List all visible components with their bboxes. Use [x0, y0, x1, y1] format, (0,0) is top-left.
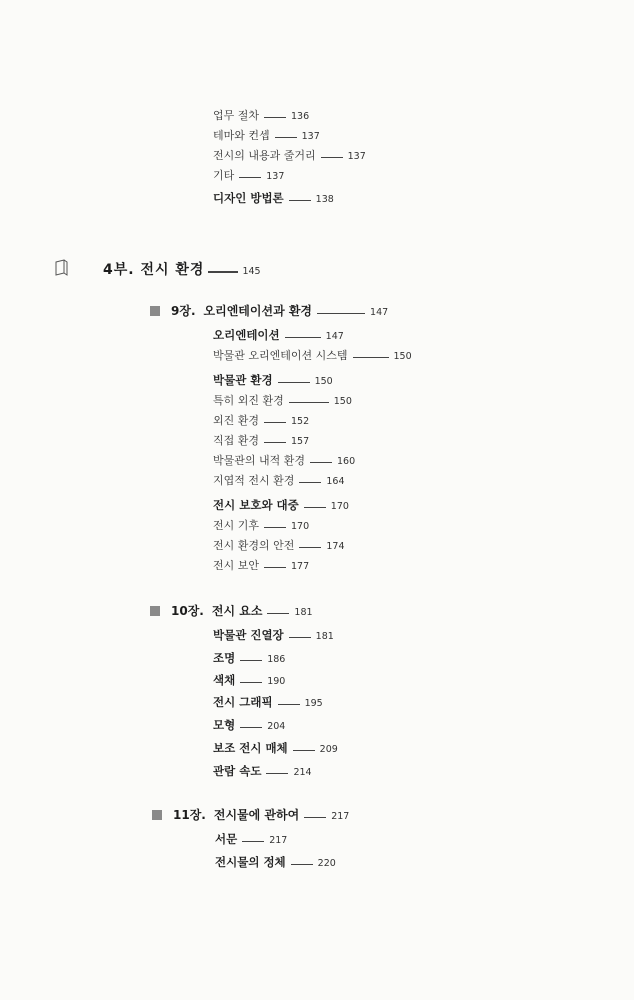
section-page: 186	[267, 654, 286, 665]
entry-text: 지엽적 전시 환경	[213, 474, 295, 487]
entry-text: 기타	[213, 169, 235, 182]
chapter-heading	[171, 302, 388, 319]
section-text: 모형	[213, 718, 236, 732]
leader-line	[289, 200, 311, 201]
section-text: 전시 그래픽	[213, 695, 273, 709]
leader-line	[289, 402, 329, 403]
toc-entry	[213, 557, 309, 573]
leader-line	[299, 482, 321, 483]
entry-page: 177	[291, 561, 310, 572]
chapter-bullet-icon	[150, 606, 160, 616]
leader-line	[239, 177, 261, 178]
section-page: 214	[293, 767, 312, 778]
leader-line	[304, 507, 326, 508]
entry-text: 전시 기후	[213, 519, 260, 532]
chapter-page: 181	[294, 607, 313, 618]
chapter-number: 10장.	[171, 604, 204, 618]
section-text: 오리엔테이션	[213, 328, 280, 342]
entry-text: 외진 환경	[213, 414, 260, 427]
leader-line	[264, 117, 286, 118]
section-page: 195	[304, 698, 323, 709]
section-page: 147	[325, 331, 344, 342]
chapter-page: 217	[331, 811, 350, 822]
section-page: 209	[319, 744, 338, 755]
leader-line	[208, 271, 238, 273]
entry-text: 박물관의 내적 환경	[213, 454, 306, 467]
chapter-title: 전시물에 관하여	[213, 808, 300, 822]
toc-entry	[213, 147, 366, 163]
entry-page: 174	[326, 541, 345, 552]
section-text: 조명	[213, 651, 236, 665]
section-text: 서문	[215, 832, 238, 846]
section-page: 150	[314, 376, 333, 387]
entry-page: 150	[333, 396, 352, 407]
leader-line	[289, 637, 311, 638]
leader-line	[304, 817, 326, 818]
toc-section-entry	[213, 717, 285, 733]
section-text: 디자인 방법론	[213, 191, 284, 205]
entry-text: 전시의 내용과 줄거리	[213, 149, 316, 162]
toc-entry	[213, 472, 345, 488]
section-text: 색채	[213, 673, 236, 687]
book-icon	[53, 259, 71, 277]
toc-entry	[213, 537, 345, 553]
entry-text: 전시 환경의 안전	[213, 539, 295, 552]
toc-section-entry	[213, 672, 285, 688]
leader-line	[299, 547, 321, 548]
entry-page: 137	[301, 131, 320, 142]
entry-text: 업무 절차	[213, 109, 260, 122]
entry-page: 137	[266, 171, 285, 182]
toc-section-entry	[213, 627, 334, 643]
toc-entry	[213, 167, 284, 183]
chapter-title: 전시 요소	[211, 604, 263, 618]
chapter-page: 147	[370, 307, 389, 318]
entry-text: 박물관 오리엔테이션 시스템	[213, 349, 348, 362]
leader-line	[278, 382, 310, 383]
toc-entry	[213, 127, 320, 143]
chapter-title: 오리엔테이션과 환경	[203, 304, 313, 318]
leader-line	[264, 442, 286, 443]
toc-section-entry	[213, 740, 338, 756]
toc-entry	[213, 107, 309, 123]
toc-section-entry	[213, 372, 333, 388]
section-page: 217	[269, 835, 288, 846]
toc-section-entry	[213, 327, 344, 343]
entry-page: 160	[337, 456, 356, 467]
section-text: 박물관 진열장	[213, 628, 284, 642]
section-text: 박물관 환경	[213, 373, 273, 387]
leader-line	[240, 682, 262, 683]
leader-line	[264, 567, 286, 568]
entry-page: 164	[326, 476, 345, 487]
chapter-heading	[171, 602, 313, 619]
section-page: 181	[315, 631, 334, 642]
entry-text: 특히 외진 환경	[213, 394, 284, 407]
toc-entry	[213, 517, 309, 533]
leader-line	[310, 462, 332, 463]
entry-page: 170	[291, 521, 310, 532]
toc-entry	[213, 432, 309, 448]
section-page: 190	[267, 676, 286, 687]
leader-line	[275, 137, 297, 138]
entry-text: 테마와 컨셉	[213, 129, 270, 142]
leader-line	[266, 773, 288, 774]
toc-entry	[213, 412, 309, 428]
section-text: 관람 속도	[213, 764, 262, 778]
chapter-number: 9장.	[171, 304, 196, 318]
section-text: 전시 보호와 대중	[213, 498, 299, 512]
entry-text: 직접 환경	[213, 434, 260, 447]
part-heading	[103, 259, 261, 279]
toc-entry	[213, 452, 355, 468]
leader-line	[267, 613, 289, 614]
entry-page: 150	[393, 351, 412, 362]
leader-line	[321, 157, 343, 158]
part-page: 145	[242, 266, 261, 277]
section-page: 138	[315, 194, 334, 205]
toc-section-entry	[213, 763, 312, 779]
leader-line	[317, 313, 365, 314]
entry-page: 152	[291, 416, 310, 427]
chapter-bullet-icon	[152, 810, 162, 820]
toc-section-entry	[213, 694, 323, 710]
toc-section-entry	[213, 190, 334, 206]
toc-section-entry	[215, 831, 287, 847]
chapter-bullet-icon	[150, 306, 160, 316]
leader-line	[293, 750, 315, 751]
chapter-heading	[173, 806, 349, 823]
leader-line	[264, 422, 286, 423]
chapter-number: 11장.	[173, 808, 206, 822]
entry-text: 전시 보안	[213, 559, 260, 572]
leader-line	[240, 727, 262, 728]
leader-line	[291, 864, 313, 865]
entry-page: 137	[347, 151, 366, 162]
leader-line	[242, 841, 264, 842]
toc-section-entry	[215, 854, 336, 870]
section-page: 204	[267, 721, 286, 732]
entry-page: 157	[291, 436, 310, 447]
leader-line	[264, 527, 286, 528]
leader-line	[240, 660, 262, 661]
leader-line	[353, 357, 389, 358]
leader-line	[278, 704, 300, 705]
toc-entry	[213, 347, 412, 363]
section-page: 170	[330, 501, 349, 512]
toc-section-entry	[213, 497, 349, 513]
section-text: 전시물의 정체	[215, 855, 286, 869]
section-text: 보조 전시 매체	[213, 741, 288, 755]
toc-section-entry	[213, 650, 285, 666]
section-page: 220	[317, 858, 336, 869]
part-title: 4부. 전시 환경	[103, 262, 205, 278]
leader-line	[285, 337, 321, 338]
toc-entry	[213, 392, 352, 408]
entry-page: 136	[291, 111, 310, 122]
